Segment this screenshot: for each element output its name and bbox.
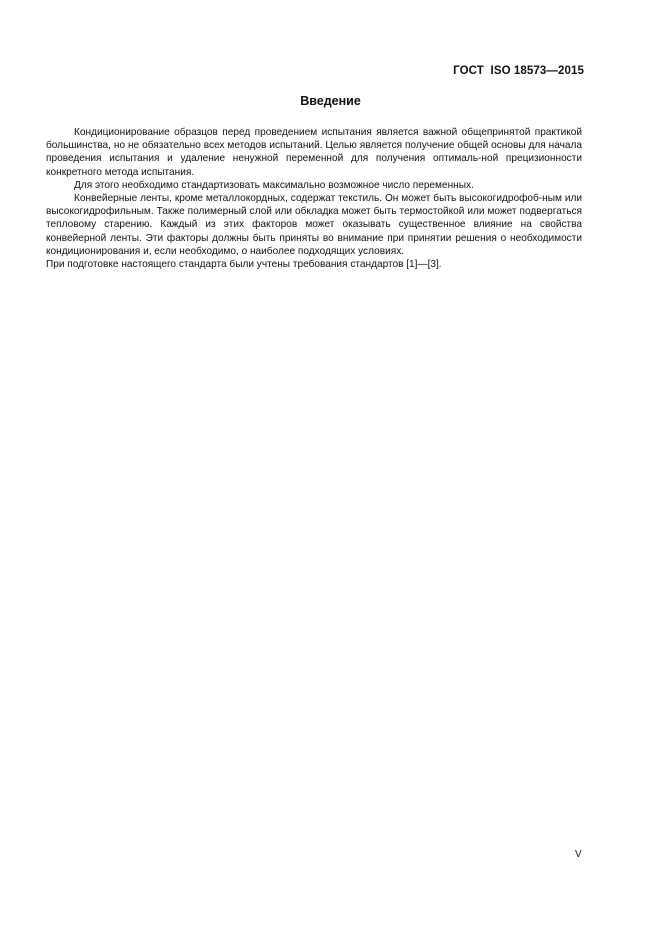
page-number: V: [575, 849, 582, 860]
paragraph-standardization: Для этого необходимо стандартизовать максимально возможное число переменных.: [74, 179, 474, 191]
paragraph-conditioning: Кондиционирование образцов перед проведением испытания является важной общепринятой практикой большинства, но не обязательно всех методов испытаний. Целью является получение общей основы для начала проведения испытания и удаление ненужной переменной для получения оптималь-ной прецизионности конкретного метода испытания.: [46, 127, 582, 178]
paragraph-conveyor-belts: Конвейерные ленты, кроме металлокордных, содержат текстиль. Он может быть высокогидрофоб-ным или высокогидрофильным. Также полимерный слой или обкладка может быть термостойкой или может подвергаться тепловому старению. Каждый из этих факторов может оказывать существенное влияние на свойства конвейерной ленты. Эти факторы должны быть приняты во внимание при принятии решения о необходимости кондиционирования и, если необходимо, о наиболее подходящих условиях.: [46, 193, 582, 257]
section-title: Введение: [300, 94, 361, 108]
paragraph-references: При подготовке настоящего стандарта были учтены требования стандартов [1]—[3].: [46, 259, 442, 271]
introduction-body: [46, 126, 582, 271]
document-number: ГОСТ ISO 18573—2015: [453, 65, 584, 77]
